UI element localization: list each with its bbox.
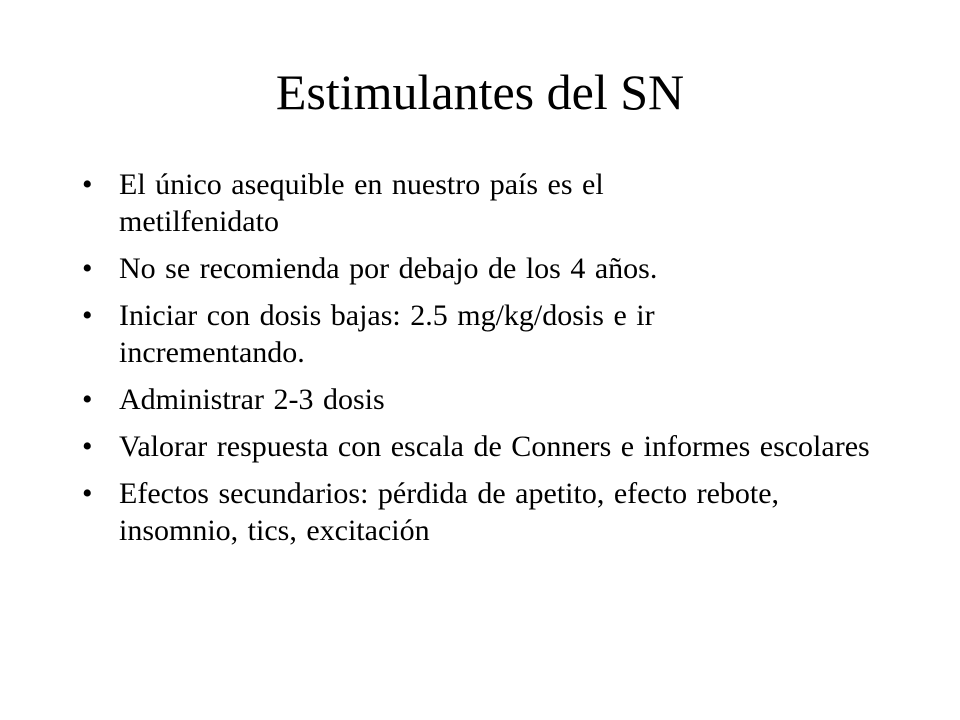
bullet-text: Efectos secundarios: pérdida de apetito, efecto rebote, insomnio, tics, excitación <box>119 477 780 547</box>
bullet-dot-icon: • <box>82 430 93 463</box>
bullet-text: Iniciar con dosis bajas: 2.5 mg/kg/dosis e ir incrementando. <box>119 299 655 369</box>
bullet-text: Administrar 2-3 dosis <box>119 383 385 416</box>
bullet-list <box>82 166 912 559</box>
bullet-text: El único asequible en nuestro país es el metilfenidato <box>119 168 604 238</box>
bullet-dot-icon: • <box>82 252 93 285</box>
bullet-item <box>82 166 739 240</box>
bullet-item <box>82 381 912 418</box>
bullet-item <box>82 475 859 549</box>
bullet-item <box>82 428 912 465</box>
slide-title: Estimulantes del SN <box>275 64 685 120</box>
bullet-dot-icon: • <box>82 168 93 201</box>
bullet-dot-icon: • <box>82 383 93 416</box>
bullet-item <box>82 297 819 371</box>
bullet-dot-icon: • <box>82 299 93 332</box>
bullet-dot-icon: • <box>82 477 93 510</box>
bullet-text: Valorar respuesta con escala de Conners e informes escolares <box>119 430 870 463</box>
bullet-item <box>82 250 912 287</box>
bullet-text: No se recomienda por debajo de los 4 años. <box>119 252 658 285</box>
